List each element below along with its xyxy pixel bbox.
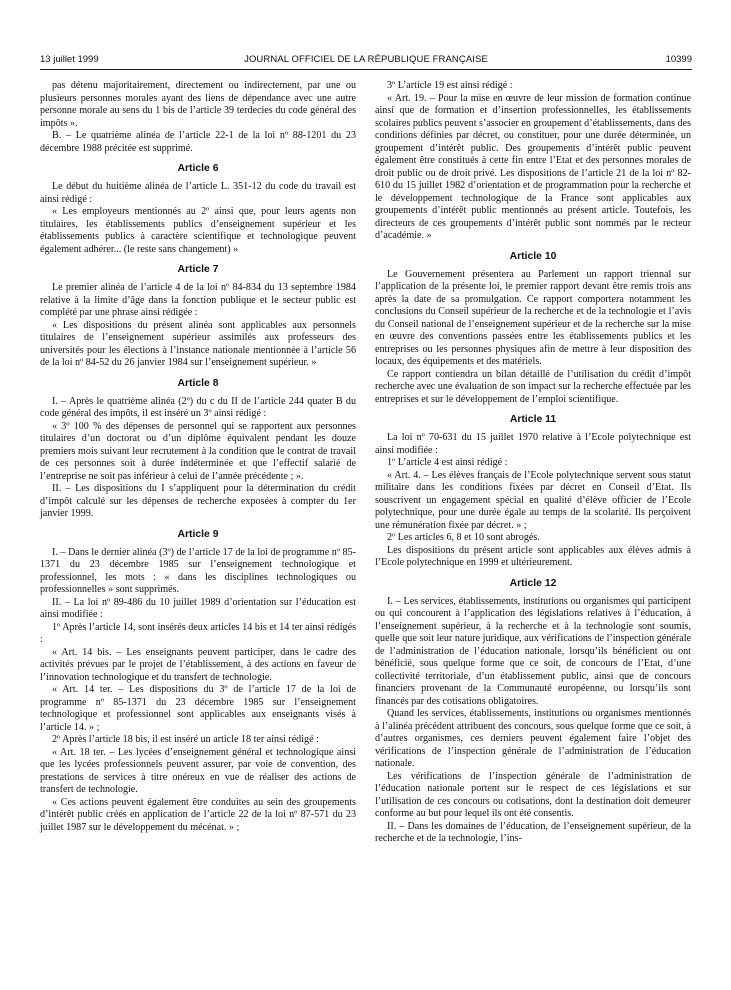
article-heading: Article 10: [509, 250, 557, 262]
paragraph: Les dispositions du présent article sont applicables aux élèves admis à l’Ecole polytechnique en 1999 et ultérieurement.: [375, 544, 691, 568]
paragraph: La loi nº 70-631 du 15 juillet 1970 relative à l’Ecole polytechnique est ainsi modifiée :: [375, 432, 691, 456]
paragraph: pas détenu majoritairement, directement ou indirectement, par une ou plusieurs personnes morales ayant des liens de dépendance avec une autre personne morale au sens du 1 bis de l’article 39 terdecies du code général des impôts ».: [40, 80, 356, 129]
paragraph: 3º L’article 19 est ainsi rédigé :: [387, 80, 513, 91]
paragraph: Le Gouvernement présentera au Parlement un rapport triennal sur l’application de la présente loi, le premier rapport devant être remis trois ans après la date de sa promulgation. Ce rapport comportera notamment les conclusions du Conseil supérieur de la recherche et de la technologie et l’avis du Conseil national de l’enseignement supérieur et de la recherche sur la mise en œuvre des conventions passées entre les établissements publics et les entreprises ou les personnes physiques afin de mettre à leur disposition des locaux, des équipements et des matériels.: [375, 268, 691, 367]
paragraph: I. – Après le quatrième alinéa (2º) du c du II de l’article 244 quater B du code général des impôts, il est inséré un 3º ainsi rédigé :: [40, 395, 356, 419]
header-date: 13 juillet 1999: [40, 54, 99, 65]
paragraph: « Art. 4. – Les élèves français de l’Ecole polytechnique servent sous statut militaire dans les conditions fixées par décret en Conseil d’Etat. Ils souscrivent un engagement spécial en qualité d’élève officier de l’Ecole polytechnique, pour une durée égale au temps de la scolarité. Ils perçoivent une rémunération fixée par décret. » ;: [375, 469, 691, 531]
paragraph: « Ces actions peuvent également être conduites au sein des groupements d’intérêt public créés en application de l’article 22 de la loi nº 87-571 du 23 juillet 1987 sur le développement du mécénat. » ;: [40, 796, 356, 833]
paragraph: Quand les services, établissements, institutions ou organismes mentionnés à l’alinéa précédent attribuent des concours, sous quelque forme que ce soit, à d’autres organismes, ces derniers peuvent également faire l’objet des vérifications de l’inspection générale de l’administration de l’éducation nationale.: [375, 708, 691, 769]
paragraph: Les vérifications de l’inspection générale de l’administration de l’éducation nationale portent sur le respect de ces législations et sur l’utilisation de ces concours ou cotisations, dont la destination doit demeurer conforme au but pour lequel ils ont été consentis.: [375, 770, 691, 819]
paragraph: 2º Après l’article 18 bis, il est inséré un article 18 ter ainsi rédigé :: [52, 734, 319, 745]
paragraph: Le début du huitième alinéa de l’article L. 351-12 du code du travail est ainsi rédigé :: [40, 181, 356, 205]
article-heading: Article 12: [509, 577, 557, 589]
article-heading: Article 11: [509, 414, 557, 425]
page-header: [40, 53, 692, 67]
paragraph: 1º L’article 4 est ainsi rédigé :: [387, 457, 508, 468]
paragraph: II. – Dans les domaines de l’éducation, de l’enseignement supérieur, de la recherche et de la technologie, l’ins-: [375, 820, 691, 844]
paragraph: 1º Après l’article 14, sont insérés deux articles 14 bis et 14 ter ainsi rédigés :: [40, 621, 356, 645]
paragraph: Ce rapport contiendra un bilan détaillé de l’utilisation du crédit d’impôt recherche avec une évaluation de son impact sur la recherche effectuée par les entreprises et sur le développement de l’emploi scientifique.: [375, 368, 691, 405]
paragraph: I. – Dans le dernier alinéa (3º) de l’article 17 de la loi de programme nº 85-1371 du 23 décembre 1985 sur l’enseignement technologique et professionnel, les mots : « dans les disciplines technologiques ou professionnelles » sont supprimés.: [40, 546, 356, 595]
header-title: JOURNAL OFFICIEL DE LA RÉPUBLIQUE FRANÇAISE: [244, 54, 488, 65]
right-column: [375, 80, 691, 846]
paragraph: 2º Les articles 6, 8 et 10 sont abrogés.: [387, 532, 540, 543]
paragraph: B. – Le quatrième alinéa de l’article 22-1 de la loi nº 88-1201 du 23 décembre 1988 précitée est supprimé.: [40, 130, 356, 154]
paragraph: II. – Les dispositions du I s’appliquent pour la détermination du crédit d’impôt calculé sur les dépenses de recherche exposées à compter du 1er janvier 1999.: [40, 483, 356, 519]
header-page-number: 10399: [665, 54, 692, 65]
paragraph: II. – La loi nº 89-486 du 10 juillet 1989 d’orientation sur l’éducation est ainsi modifiée :: [40, 596, 356, 620]
paragraph: « Art. 19. – Pour la mise en œuvre de leur mission de formation continue ainsi que de formation et d’insertion professionnelles, les établissements scolaires publics peuvent s’associer en groupement d’établissements, dans des conditions définies par décret, ou constituer, pour une durée déterminée, un groupement d’intérêt public. Des groupements d’intérêt public peuvent également être constitués à cette fin entre l’Etat et des personnes morales de droit public ou de droit privé. Les dispositions de l’article 21 de la loi nº 82-610 du 15 juillet 1982 d’orientation et de programmation pour la recherche et le développement technologique de la France sont applicables aux groupements d’intérêt public mentionnés au présent article. Toutefois, les directeurs de ces groupements d’intérêt public sont nommés par le recteur d’académie. »: [375, 92, 691, 241]
paragraph: « Art. 14 ter. – Les dispositions du 3º de l’article 17 de la loi de programme nº 85-1371 du 23 décembre 1985 sur l’enseignement technologique et professionnel sont applicables aux enseignants visés à l’article 14. » ;: [40, 684, 356, 733]
paragraph: « Art. 18 ter. – Les lycées d’enseignement général et technologique ainsi que les lycées professionnels peuvent assurer, par voie de convention, des prestations de services à titre onéreux en vue de réaliser des actions de transfert de technologie.: [40, 746, 356, 795]
paragraph: Le premier alinéa de l’article 4 de la loi nº 84-834 du 13 septembre 1984 relative à la limite d’âge dans la fonction publique et le secteur public est complété par une phrase ainsi rédigée :: [40, 282, 356, 318]
paragraph: « 3º 100 % des dépenses de personnel qui se rapportent aux personnes titulaires d’un doctorat ou d’un diplôme équivalent pendant les douze premiers mois suivant leur recrutement à la condition que le contrat de travail de ces personnes soit à durée indéterminée et que l’effectif salarié de l’entreprise ne soit pas inférieur à celui de l’année précédente ; ».: [40, 420, 356, 482]
article-heading: Article 6: [177, 163, 219, 174]
article-heading: Article 9: [177, 528, 219, 540]
paragraph: I. – Les services, établissements, institutions ou organismes qui participent ou qui concourent à l’application des législations relatives à l’éducation, à l’enseignement supérieur, à la recherche et à la technologie sont soumis, quelle que soit leur nature juridique, aux vérifications de l’inspection générale de l’administration de l’éducation nationale, lorsqu’ils bénéficient ou ont bénéficié, sous quelque forme que ce soit, de concours de l’Etat, d’une collectivité territoriale, d’un établissement public, ainsi que de concours financiers provenant de la Communauté européenne, ou lorsqu’ils sont financés par des cotisations obligatoires.: [375, 595, 691, 707]
paragraph: « Art. 14 bis. – Les enseignants peuvent participer, dans le cadre des activités prévues par le projet de l’établissement, à des actions en faveur de l’innovation technologique et du transfert de technologie.: [40, 646, 356, 683]
left-column: [40, 80, 356, 834]
header-rule: [40, 69, 692, 70]
paragraph: « Les employeurs mentionnés au 2º ainsi que, pour leurs agents non titulaires, les établissements publics d’enseignement supérieur et les établissements publics à caractère scientifique et technologique peuvent également adhérer... (le reste sans changement) »: [40, 206, 356, 255]
paragraph: « Les dispositions du présent alinéa sont applicables aux personnels titulaires de l’enseignement supérieur assimilés aux professeurs des universités pour les élections à l’instance nationale mentionnée à l’article 56 de la loi nº 84-52 du 26 janvier 1984 sur l’enseignement supérieur. »: [40, 319, 356, 368]
article-heading: Article 7: [177, 264, 219, 275]
article-heading: Article 8: [177, 377, 219, 389]
